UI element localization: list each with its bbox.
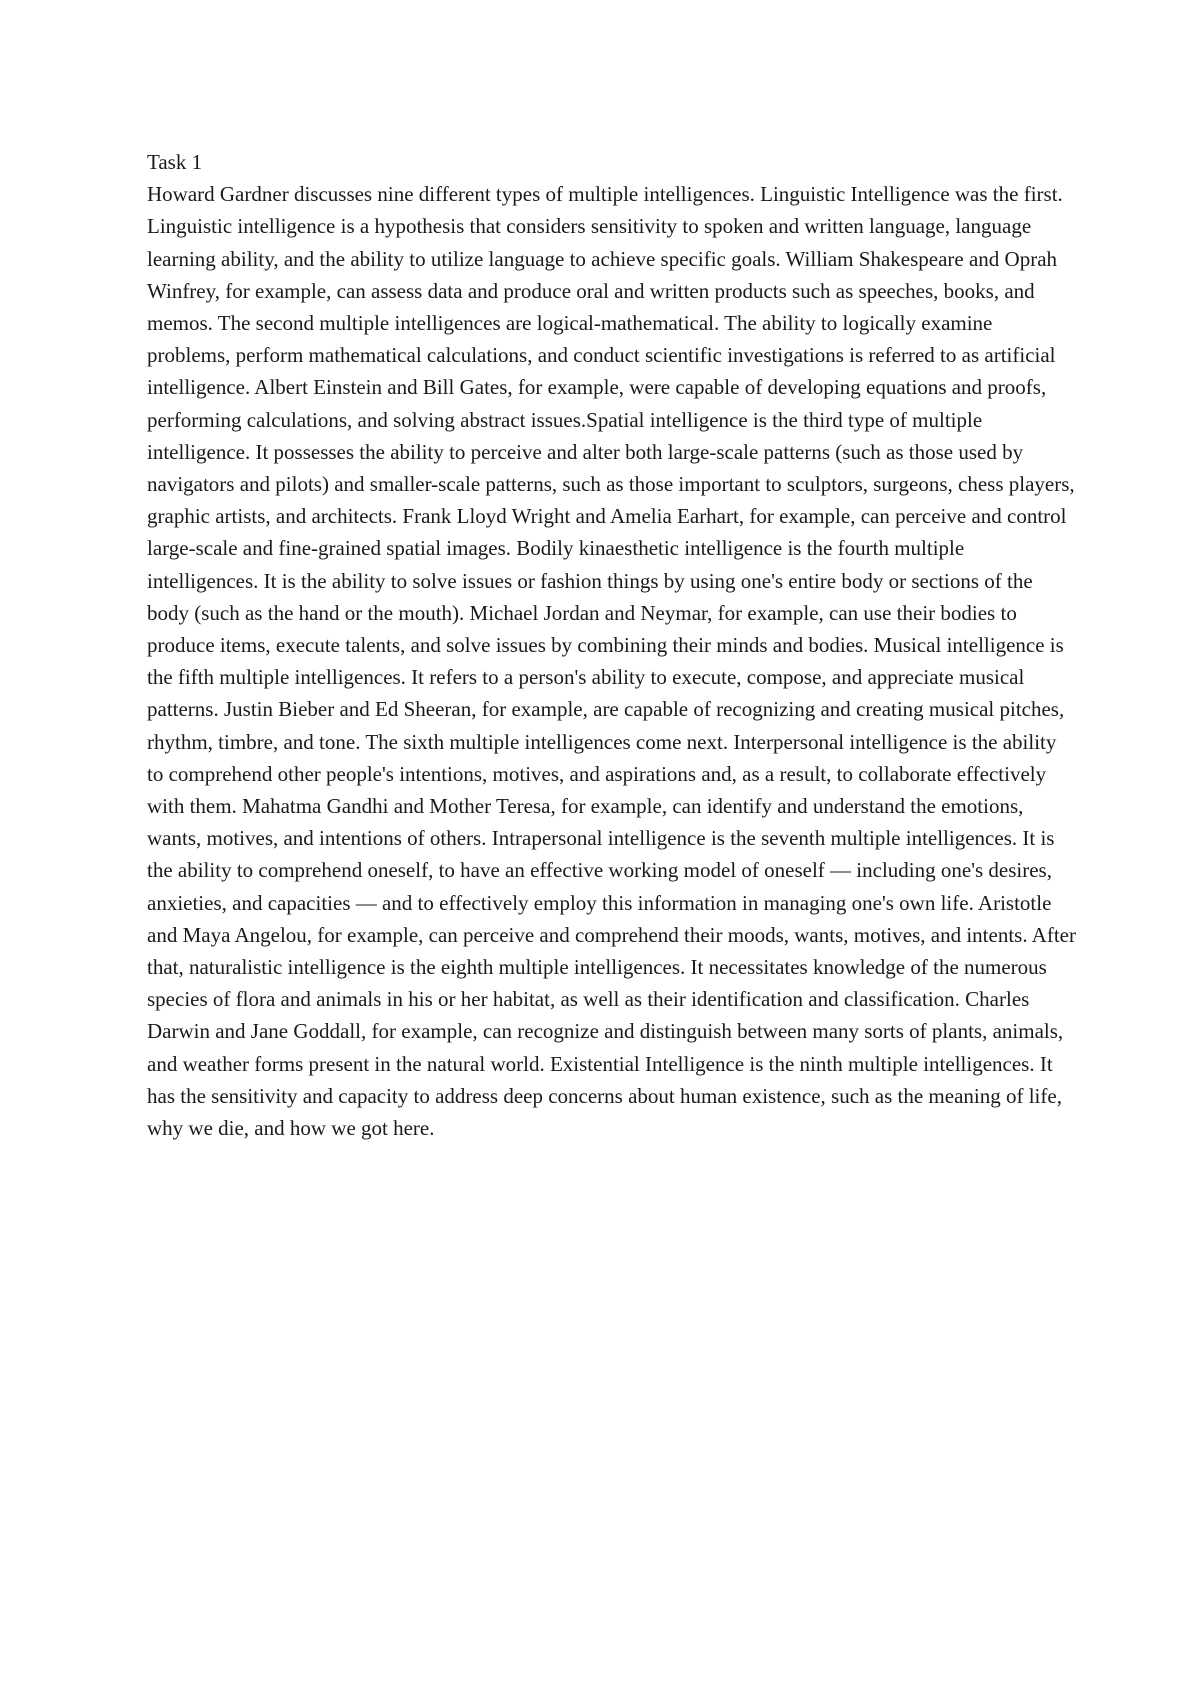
body-paragraph: Howard Gardner discusses nine different types of multiple intelligences. Linguistic Intelligence was the first. Linguistic intelligence is a hypothesis that considers sensitivity to spoken and written language, language learning ability, and the ability to utilize language to achieve specific goals. William Shakespeare and Oprah Winfrey, for example, can assess data and produce oral and written products such as speeches, books, and memos. The second multiple intelligences are logical-mathematical. The ability to logically examine problems, perform mathematical calculations, and conduct scientific investigations is referred to as artificial intelligence. Albert Einstein and Bill Gates, for example, were capable of developing equations and proofs, performing calculations, and solving abstract issues.Spatial intelligence is the third type of multiple intelligence. It possesses the ability to perceive and alter both large-scale patterns (such as those used by navigators and pilots) and smaller-scale patterns, such as those important to sculptors, surgeons, chess players, graphic artists, and architects. Frank Lloyd Wright and Amelia Earhart, for example, can perceive and control large-scale and fine-grained spatial images. Bodily kinaesthetic intelligence is the fourth multiple intelligences. It is the ability to solve issues or fashion things by using one's entire body or sections of the body (such as the hand or the mouth). Michael Jordan and Neymar, for example, can use their bodies to produce items, execute talents, and solve issues by combining their minds and bodies. Musical intelligence is the fifth multiple intelligences. It refers to a person's ability to execute, compose, and appreciate musical patterns. Justin Bieber and Ed Sheeran, for example, are capable of recognizing and creating musical pitches, rhythm, timbre, and tone. The sixth multiple intelligences come next. Interpersonal intelligence is the ability to comprehend other people's intentions, motives, and aspirations and, as a result, to collaborate effectively with them. Mahatma Gandhi and Mother Teresa, for example, can identify and understand the emotions, wants, motives, and intentions of others. Intrapersonal intelligence is the seventh multiple intelligences. It is the ability to comprehend oneself, to have an effective working model of oneself — including one's desires, anxieties, and capacities — and to effectively employ this information in managing one's own life. Aristotle and Maya Angelou, for example, can perceive and comprehend their moods, wants, motives, and intents. After that, naturalistic intelligence is the eighth multiple intelligences. It necessitates knowledge of the numerous species of flora and animals in his or her habitat, as well as their identification and classification. Charles Darwin and Jane Goddall, for example, can recognize and distinguish between many sorts of plants, animals, and weather forms present in the natural world. Existential Intelligence is the ninth multiple intelligences. It has the sensitivity and capacity to address deep concerns about human existence, such as the meaning of life, why we die, and how we got here. (147, 182, 1076, 1141)
task-title: Task 1 (147, 150, 203, 174)
document-content (147, 146, 1077, 1144)
